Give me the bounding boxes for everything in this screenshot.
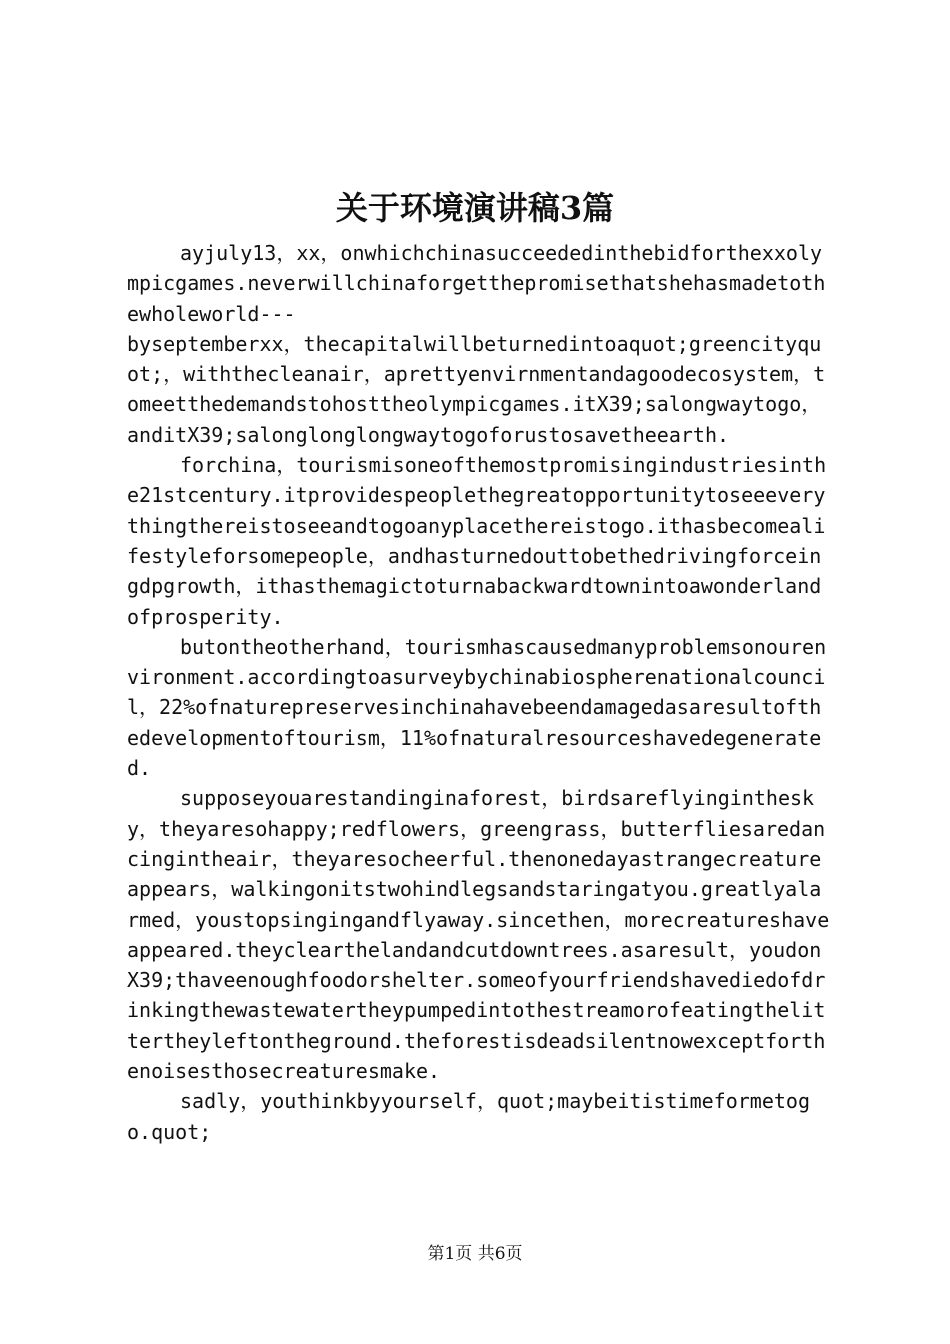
paragraph-4: butontheotherhand，tourismhascausedmanyproblemsonourenvironment.accordingtoasurveybychinabiospherenationalcouncil，22%ofnaturepreservesinchinahavebeendamagedasaresultofthedevelopmentoftourism，11%ofnaturalresourceshavedegenerated. <box>127 634 827 781</box>
paragraph-2: byseptemberxx，thecapitalwillbeturnedintoaquot;greencityquot;，withthecleanair，aprettyenvirnmentandagoodecosystem，tomeetthedemandstohosttheolympicgames.itX39;salongwaytogo，anditX39;salonglonglongwaytogoforustosavetheearth. <box>127 331 826 447</box>
paragraph-1: ayjuly13，xx，onwhichchinasucceededinthebidforthexxolympicgames.neverwillchinaforgetthepromisethatshehasmadetothewholeworld--- <box>127 241 826 326</box>
paragraph-3: forchina，tourismisoneofthemostpromisingindustriesinthe21stcentury.itprovidespeoplethegreatopportunitytoseeeverythingthereistoseeandtogoanyplacethereistogo.ithasbecomealifestyleforsomepeople，andhasturnedouttobethedrivingforceingdpgrowth，ithasthemagictoturnabackwardtownintoawonderlandofprosperity. <box>127 453 827 629</box>
paragraph-5: supposeyouarestandinginaforest，birdsareflyinginthesky，theyaresohappy;redflowers，greengrass，butterfliesaredancingintheair，theyaresocheerful.thenonedayastrangecreatureappears，walkingonitstwohindlegsandstaringatyou.greatlyalarmed，youstopsingingandflyaway.sincethen，morecreatureshaveappeared.theyclearthelandandcutdowntrees.asaresult，youdonX39;thaveenoughfoodorshelter.someofyourfriendshavediedofdrinkingthewastewatertheypumpedintothestreamorofeatingthelittertheyleftontheground.theforestisdeadsilentnowexceptforthenoisesthosecreaturesmake. <box>127 786 830 1084</box>
document-title: 关于环境演讲稿3篇 <box>335 189 615 227</box>
page-footer: 第1页 共6页 <box>427 1244 523 1264</box>
paragraph-6: sadly，youthinkbyyourself，quot;maybeitistimeformetogo.quot; <box>127 1089 811 1144</box>
document-body <box>127 238 832 1147</box>
